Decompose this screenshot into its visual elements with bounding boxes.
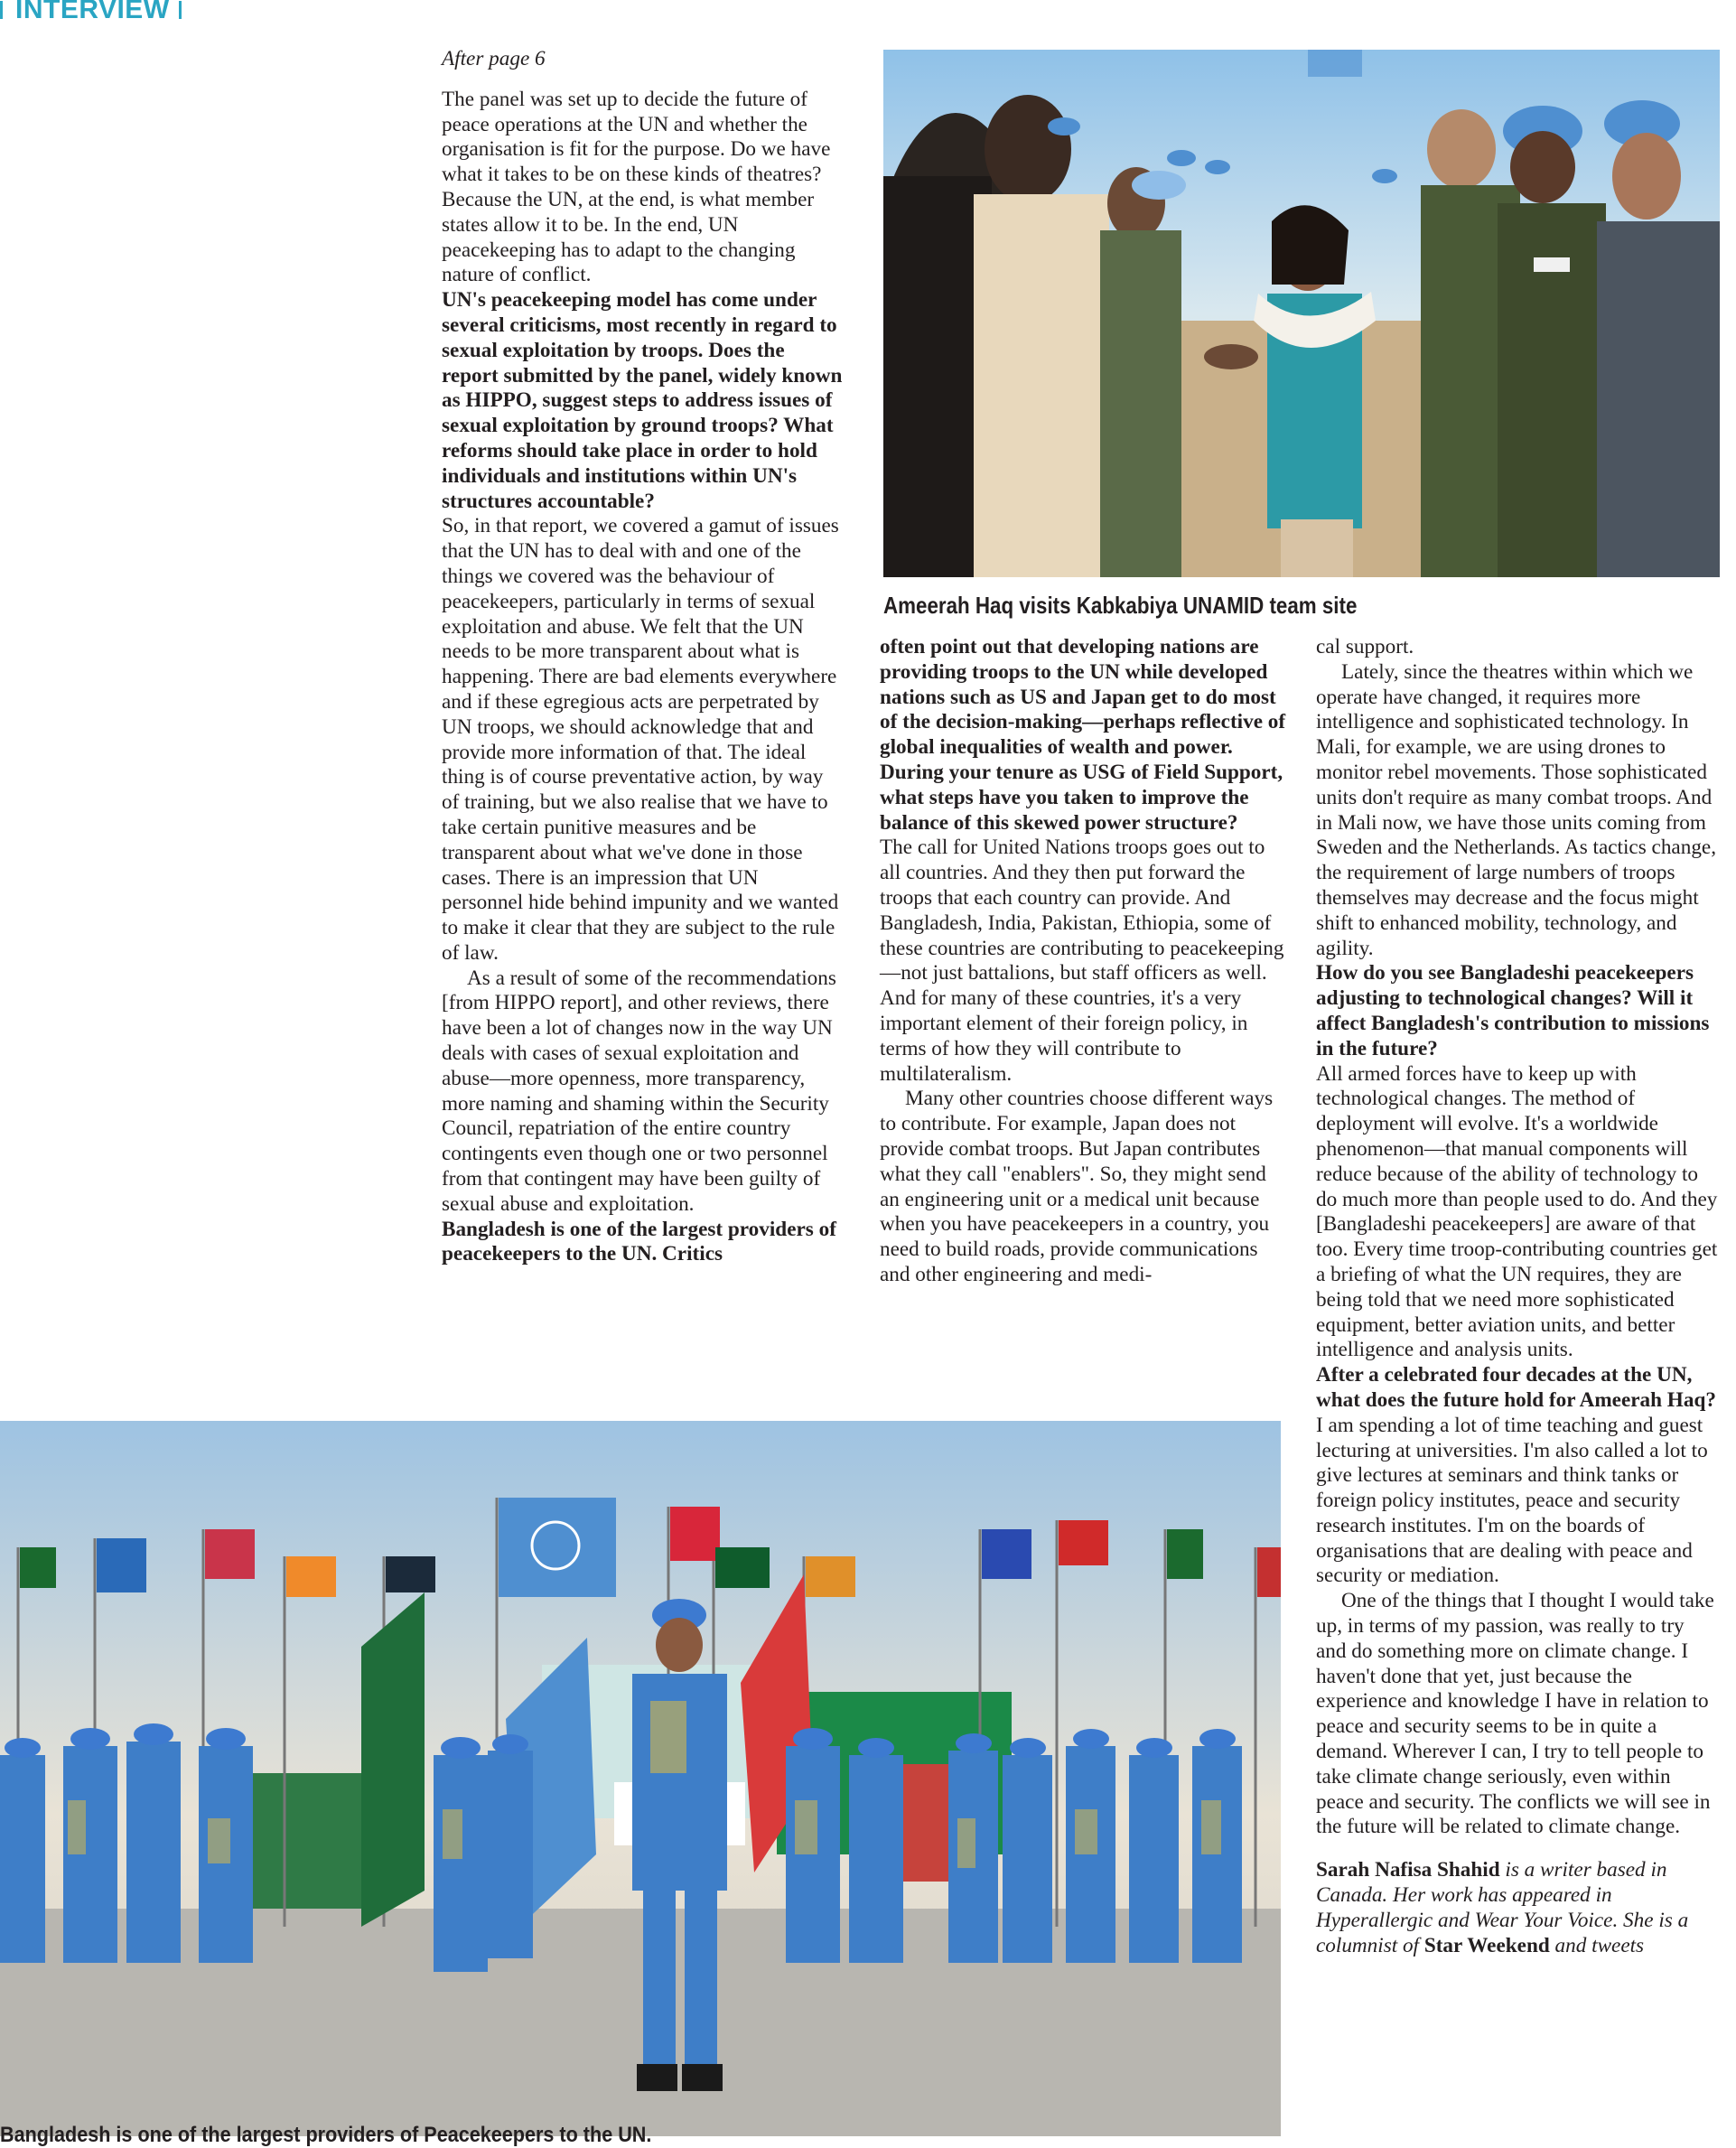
interview-question: After a celebrated four decades at the UN, what does the future hold for Ameerah Haq?	[1316, 1363, 1716, 1412]
paragraph: I am spending a lot of time teaching and guest lecturing at universities. I'm also called a lot to give lectures at seminars and think tanks or foreign policy institutes, peace and security research institutes. I'm on the boards of organisations that are dealing with peace and security or mediation.	[1316, 1413, 1708, 1588]
interview-question: How do you see Bangladeshi peacekeepers adjusting to technological changes? Will it affect Bangladesh's contribution to missions in the future?	[1316, 961, 1710, 1060]
article-column-2	[880, 635, 1288, 1288]
spacer	[1316, 1840, 1719, 1858]
author-bio	[1316, 1858, 1719, 1958]
section-bar-end	[179, 1, 182, 19]
paragraph: Lately, since the theatres within which we operate have changed, it requires more intelligence and sophisticated technology. In Mali, for example, we are using drones to monitor rebel movements. Those sophisticated units don't require as many combat troops. And in Mali now, we have those units coming from Sweden and the Netherlands. As tactics change, the requirement of large numbers of troops themselves may decrease and the focus might shift to enhanced mobility, technology, and agility.	[1316, 659, 1716, 960]
paragraph: So, in that report, we covered a gamut of issues that the UN has to deal with and one of the things we covered was the behaviour of peacekeepers, particularly in terms of sexual exploitation and abuse. We felt that the UN needs to be more transparent about what is happening. There are bad elements everywhere and if these egregious acts are perpetrated by UN troops, we should acknowledge that and provide more information of that. The ideal thing is of course preventative action, by way of training, but we also realise that we have to take certain punitive measures and be transparent about what we've done in those cases. There is an impression that UN personnel hide behind impunity and we wanted to make it clear that they are subject to the rule of law.	[442, 514, 839, 965]
article-column-3	[1316, 635, 1719, 1958]
photo-caption: Ameerah Haq visits Kabkabiya UNAMID team site	[883, 592, 1358, 619]
section-tag	[0, 0, 182, 20]
author-name: Sarah Nafisa Shahid	[1316, 1858, 1500, 1882]
photo-illustration	[0, 1421, 1281, 2136]
paragraph: All armed forces have to keep up with technological changes. The method of deployment will evolve. It's a worldwide phenomenon—that manual components will reduce because of the ability of technology to do much more than people used to do. And they [Bangladeshi peacekeepers] are aware of that too. Every time troop-contributing countries get a briefing of what the UN requires, they are being told that we need more sophisticated equipment, better aviation units, and better intelligence and analysis units.	[1316, 1061, 1718, 1362]
paragraph: The panel was set up to decide the future of peace operations at the UN and whether the organisation is fit for the purpose. Do we have what it takes to be on these kinds of theatres? Because the UN, at the end, is what member states allow it to be. In the end, UN peacekeeping has to adapt to the changing nature of conflict.	[442, 87, 831, 287]
interview-question: often point out that developing nations are providing troops to the UN while developed nations such as US and Japan get to do most of the decision-making—perhaps reflective of global inequalities of wealth and power. During your tenure as USG of Field Support, what steps have you taken to improve the balance of this skewed power structure?	[880, 635, 1286, 835]
photo-caption: Bangladesh is one of the largest providers of Peacekeepers to the UN.	[0, 2123, 652, 2147]
paragraph: The call for United Nations troops goes out to all countries. And they then put forward the troops that each country can provide. And Bangladesh, India, Pakistan, Ethiopia, some of these countries are contributing to peacekeeping—not just battalions, but staff officers as well. And for many of these countries, it's a very important element of their foreign policy, in terms of how they will contribute to multilateralism.	[880, 836, 1284, 1086]
continuation-kicker: After page 6	[442, 47, 546, 70]
photo-ameerah-haq-visit	[883, 50, 1720, 577]
photo-bangladeshi-peacekeepers	[0, 1421, 1281, 2136]
paragraph: As a result of some of the recommendations [from HIPPO report], and other reviews, there have been a lot of changes now in the way UN deals with cases of sexual exploitation and abuse—more openness, more transparency, more naming and shaming within the Security Council, repatriation of the entire country contingents even though one or two personnel from that contingent may have been guilty of sexual abuse and exploitation.	[442, 966, 836, 1216]
interview-question: Bangladesh is one of the largest providers of peacekeepers to the UN. Critics	[442, 1217, 836, 1266]
publication-name: Star Weekend	[1423, 1933, 1550, 1957]
paragraph: cal support.	[1316, 635, 1414, 658]
interview-question: UN's peacekeeping model has come under several criticisms, most recently in regard to sexual exploitation by troops. Does the report submitted by the panel, widely known as HIPPO, suggest steps to address issues of sexual exploitation by ground troops? What reforms should take place in order to hold individuals and institutions within UN's structures accountable?	[442, 288, 843, 513]
paragraph: One of the things that I thought I would take up, in terms of my passion, was really to try and do something more on climate change. I haven't done that yet, just because the experience and knowledge I have in relation to peace and security seems to be in quite a demand. Wherever I can, I try to tell people to take climate change seriously, even within peace and security. The conflicts we will see in the future will be related to climate change.	[1316, 1589, 1714, 1839]
paragraph: Many other countries choose different ways to contribute. For example, Japan does not provide combat troops. But Japan contributes what they call "enablers". So, they might send an engineering unit or a medical unit because when you have peacekeepers in a country, you need to build roads, provide communications and other engineering and medi-	[880, 1087, 1274, 1286]
article-column-1	[442, 47, 844, 1267]
section-label: INTERVIEW	[15, 0, 170, 20]
bio-text: is a writer based in Canada. Her work has appeared in Hyperallergic and Wear Your Voice. She is a columnist of	[1316, 1858, 1689, 1957]
section-bar	[0, 1, 3, 19]
bio-text-end: and tweets	[1549, 1933, 1645, 1957]
photo-illustration	[883, 50, 1720, 577]
